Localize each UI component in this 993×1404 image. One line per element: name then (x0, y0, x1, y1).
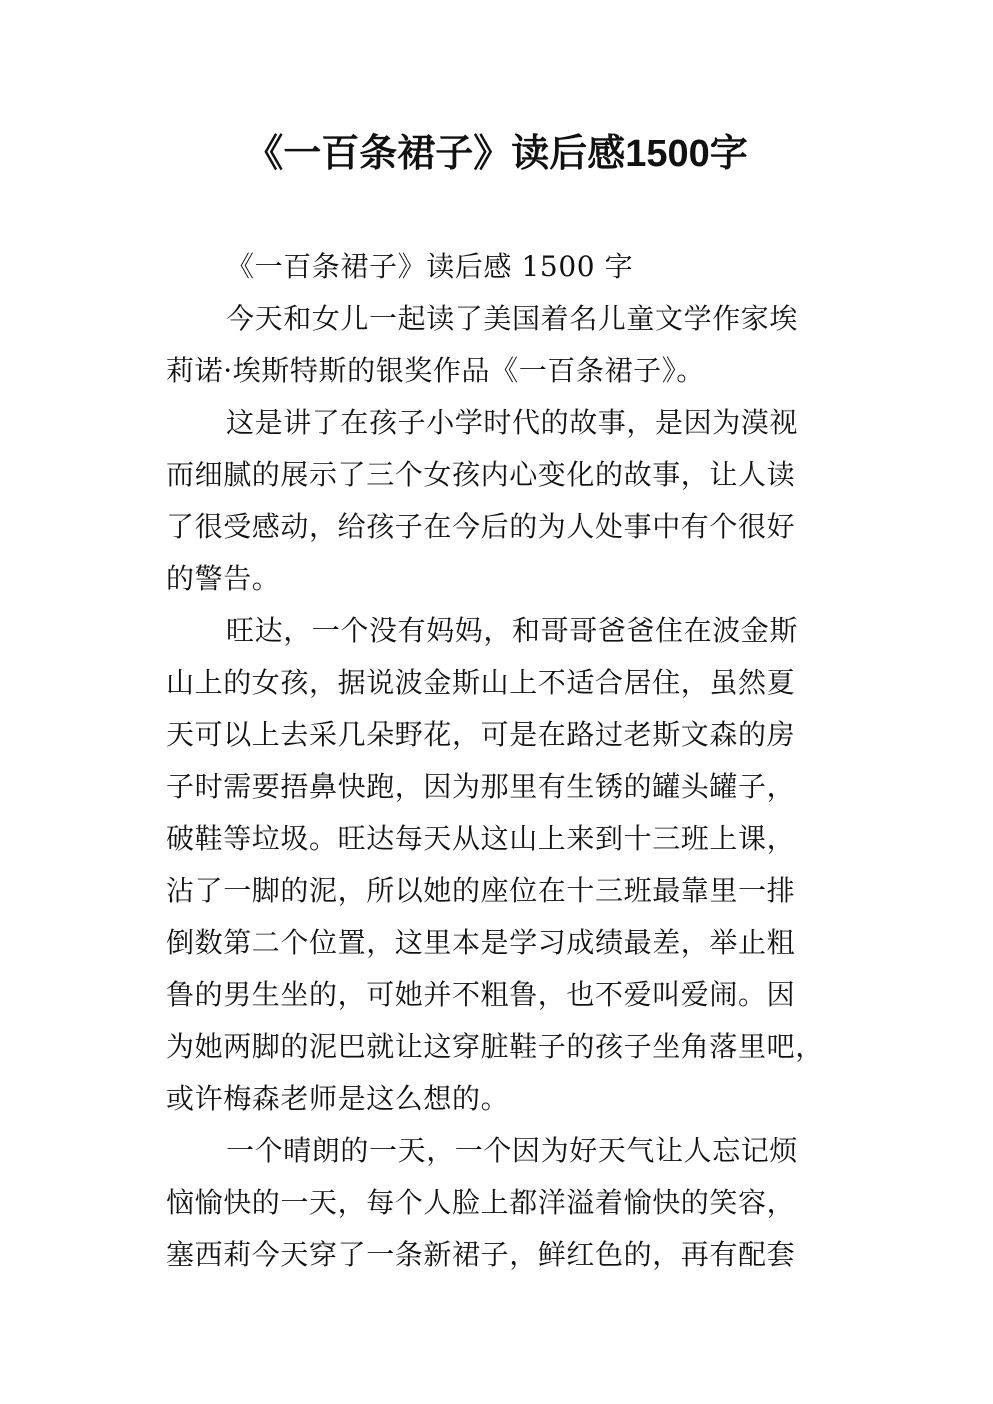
text-line: 了很受感动，给孩子在今后的为人处事中有个很好 (166, 510, 796, 543)
text-line: 沾了一脚的泥，所以她的座位在十三班最靠里一排 (166, 874, 796, 907)
text-line: 恼愉快的一天，每个人脸上都洋溢着愉快的笑容， (166, 1186, 796, 1219)
text-line: 天可以上去采几朵野花，可是在路过老斯文森的房 (166, 718, 796, 751)
text-line: 山上的女孩，据说波金斯山上不适合居住，虽然夏 (166, 666, 796, 699)
text-line: 的警告。 (166, 562, 281, 595)
text-line: 子时需要捂鼻快跑，因为那里有生锈的罐头罐子， (166, 770, 796, 803)
text-line: 为她两脚的泥巴就让这穿脏鞋子的孩子坐角落里吧， (166, 1030, 824, 1063)
text-line: 旺达，一个没有妈妈，和哥哥爸爸住在波金斯 (226, 614, 799, 647)
text-line: 这是讲了在孩子小学时代的故事，是因为漠视 (226, 406, 799, 439)
text-line: 鲁的男生坐的，可她并不粗鲁，也不爱叫爱闹。因 (166, 978, 796, 1011)
text-line: 倒数第二个位置，这里本是学习成绩最差，举止粗 (166, 926, 796, 959)
text-line: 《一百条裙子》读后感 1500 字 (226, 250, 634, 283)
text-line: 一个晴朗的一天，一个因为好天气让人忘记烦 (226, 1134, 799, 1167)
text-line: 或许梅森老师是这么想的。 (166, 1082, 510, 1115)
text-line: 莉诺·埃斯特斯的银奖作品《一百条裙子》。 (166, 354, 705, 387)
text-line: 破鞋等垃圾。旺达每天从这山上来到十三班上课， (166, 822, 796, 855)
text-line: 今天和女儿一起读了美国着名儿童文学作家埃 (226, 302, 799, 335)
document-title: 《一百条裙子》读后感1500字 (245, 133, 748, 175)
text-line: 而细腻的展示了三个女孩内心变化的故事，让人读 (166, 458, 796, 491)
text-line: 塞西莉今天穿了一条新裙子，鲜红色的，再有配套 (166, 1238, 796, 1271)
